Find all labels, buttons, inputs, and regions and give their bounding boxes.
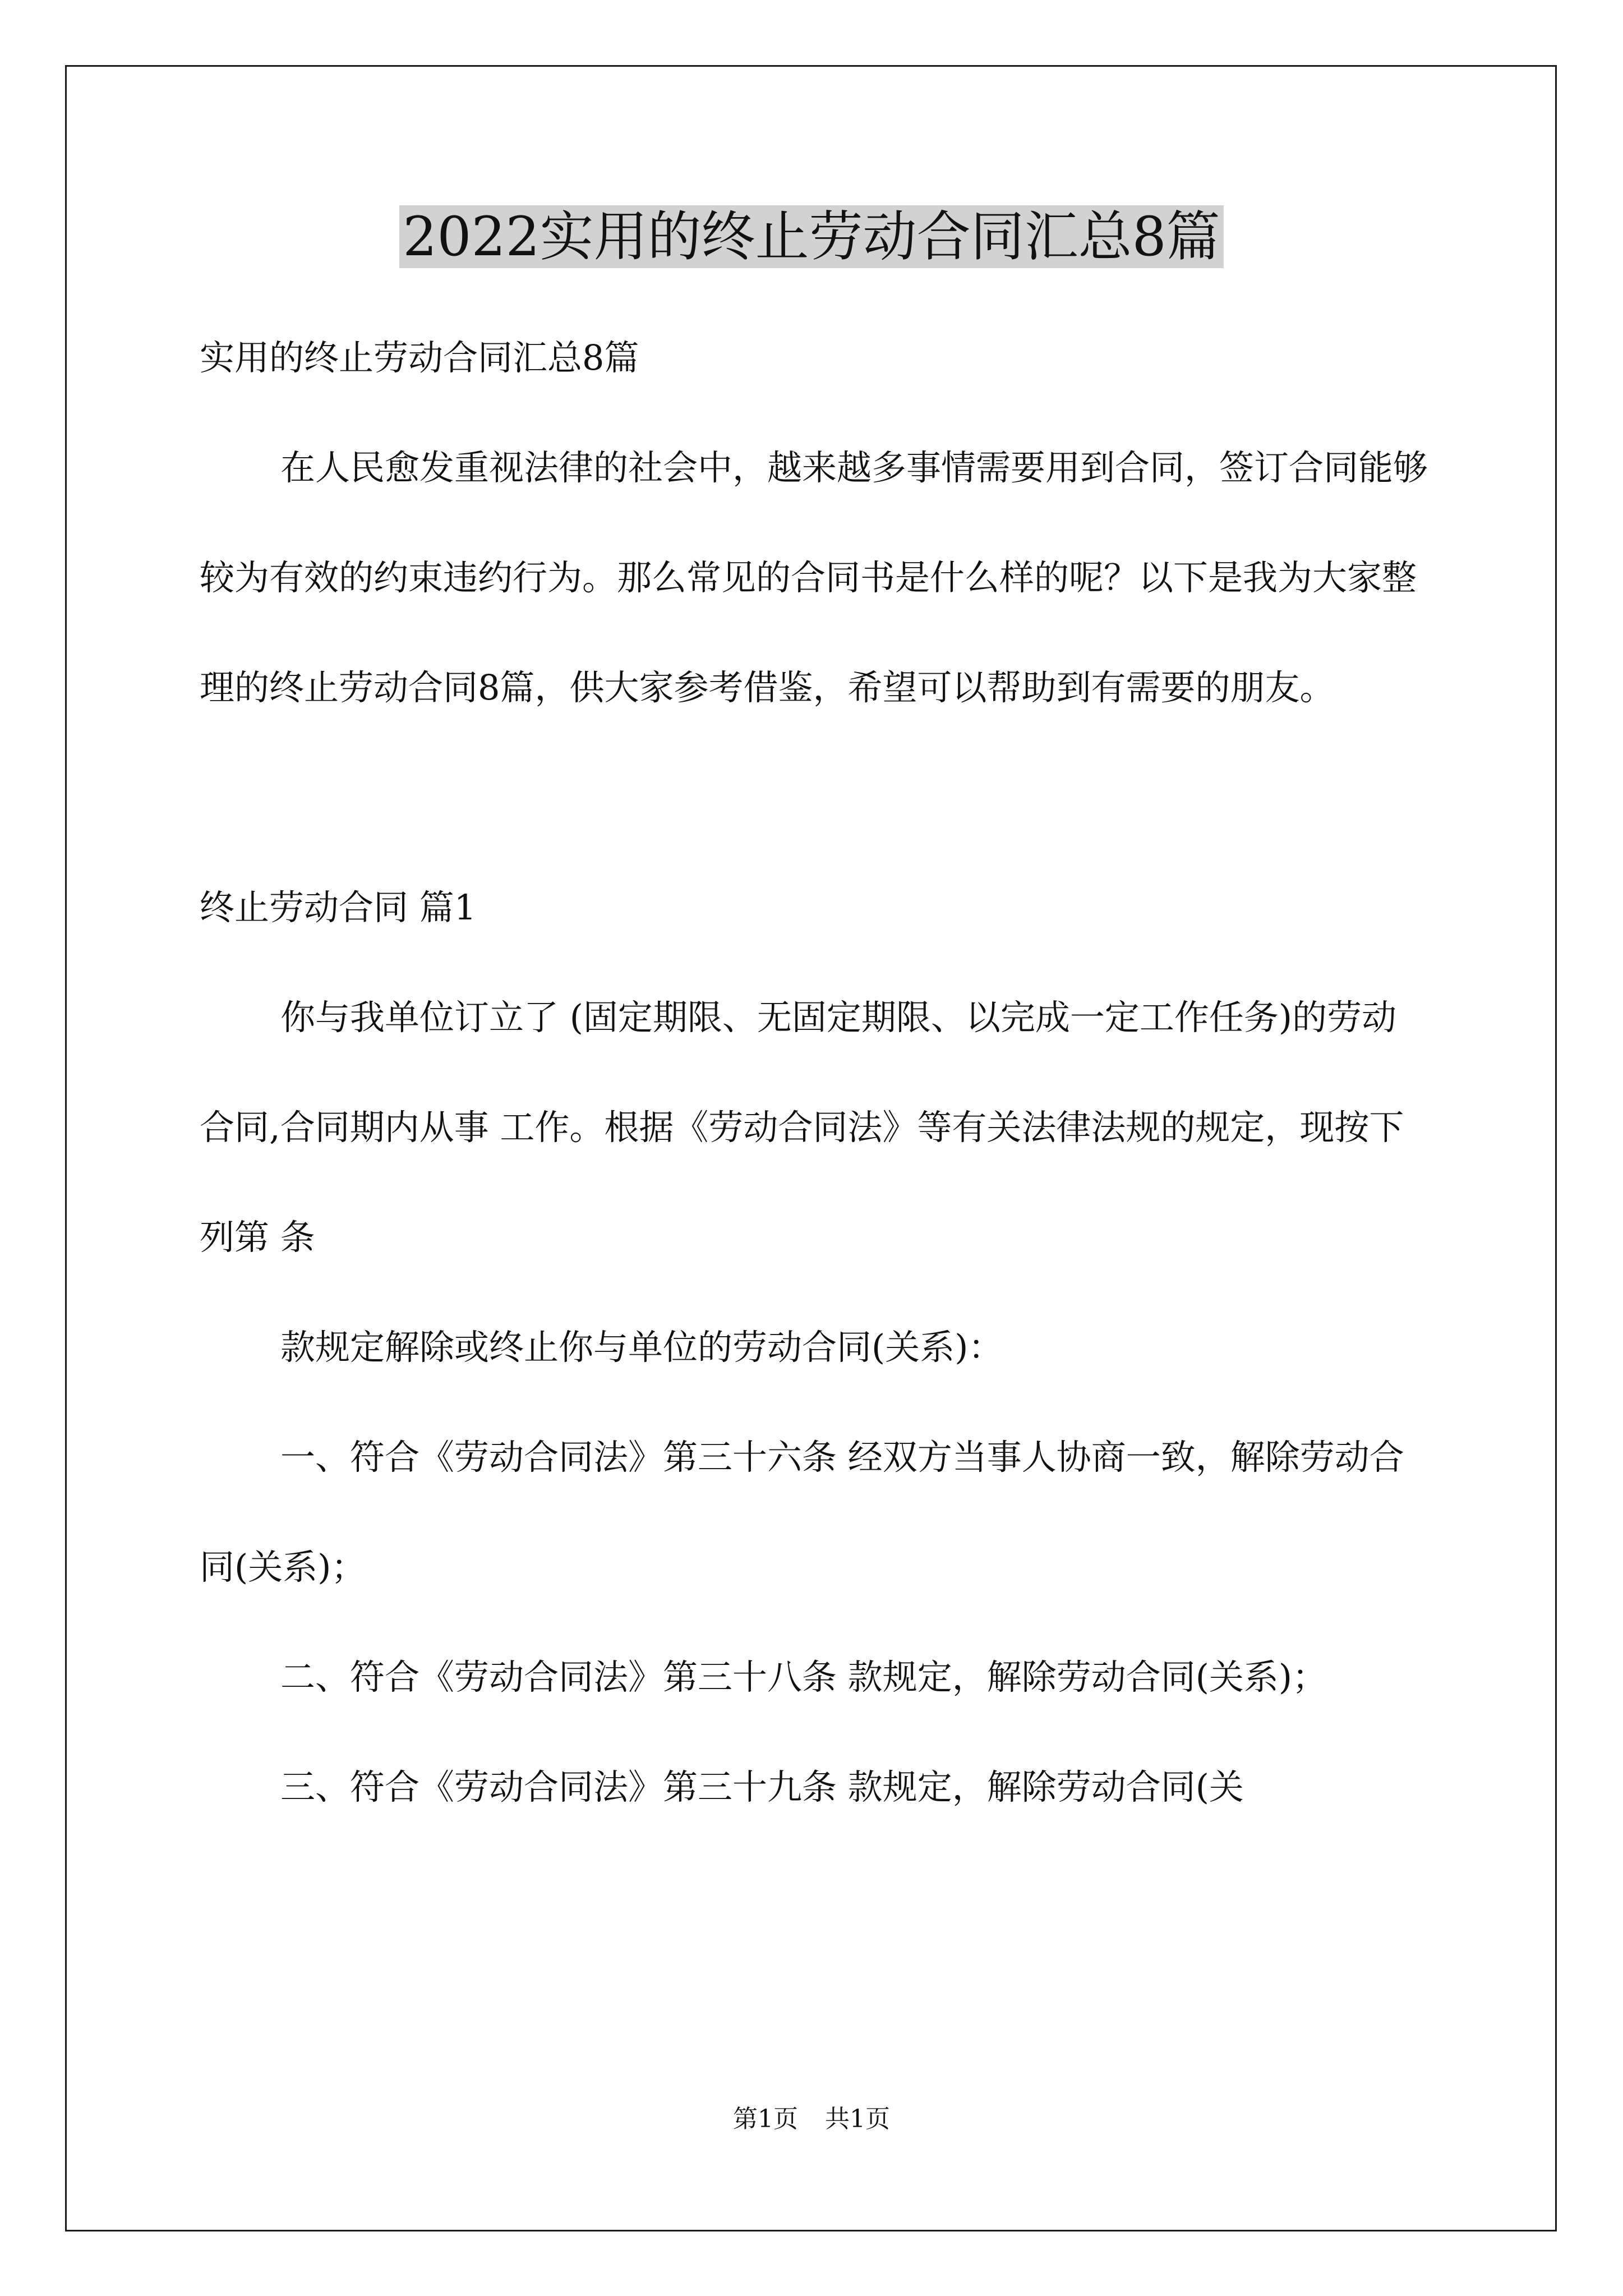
body-paragraph: 你与我单位订立了 (固定期限、无固定期限、以完成一定工作任务)的劳动合同,合同期内从事 工作。根据《劳动合同法》等有关法律法规的规定，现按下列第 条 (200, 997, 1404, 1258)
document-title (0, 197, 1623, 276)
page-number-total: 共1页 (825, 2105, 890, 2133)
page-number-current: 第1页 (733, 2105, 798, 2133)
body-paragraph: 一、符合《劳动合同法》第三十六条 经双方当事人协商一致，解除劳动合同(关系)； (200, 1437, 1404, 1588)
intro-paragraph: 在人民愈发重视法律的社会中，越来越多事情需要用到合同，签订合同能够较为有效的约束违约行为。那么常见的合同书是什么样的呢？以下是我为大家整理的终止劳动合同8篇，供大家参考借鉴，希望可以帮助到有需要的朋友。 (200, 447, 1428, 708)
document-title-text: 2022实用的终止劳动合同汇总8篇 (399, 205, 1223, 268)
section-spacer (200, 743, 1428, 853)
document-subtitle: 实用的终止劳动合同汇总8篇 (200, 337, 639, 378)
body-paragraph: 款规定解除或终止你与单位的劳动合同(关系)： (280, 1327, 1003, 1368)
section-heading: 终止劳动合同 篇1 (200, 887, 477, 928)
page-footer (0, 2102, 1623, 2136)
body-paragraph: 三、符合《劳动合同法》第三十九条 款规定，解除劳动合同(关 (280, 1766, 1244, 1807)
body-paragraph: 二、符合《劳动合同法》第三十八条 款规定，解除劳动合同(关系)； (280, 1657, 1327, 1697)
document-body (200, 303, 1428, 1842)
